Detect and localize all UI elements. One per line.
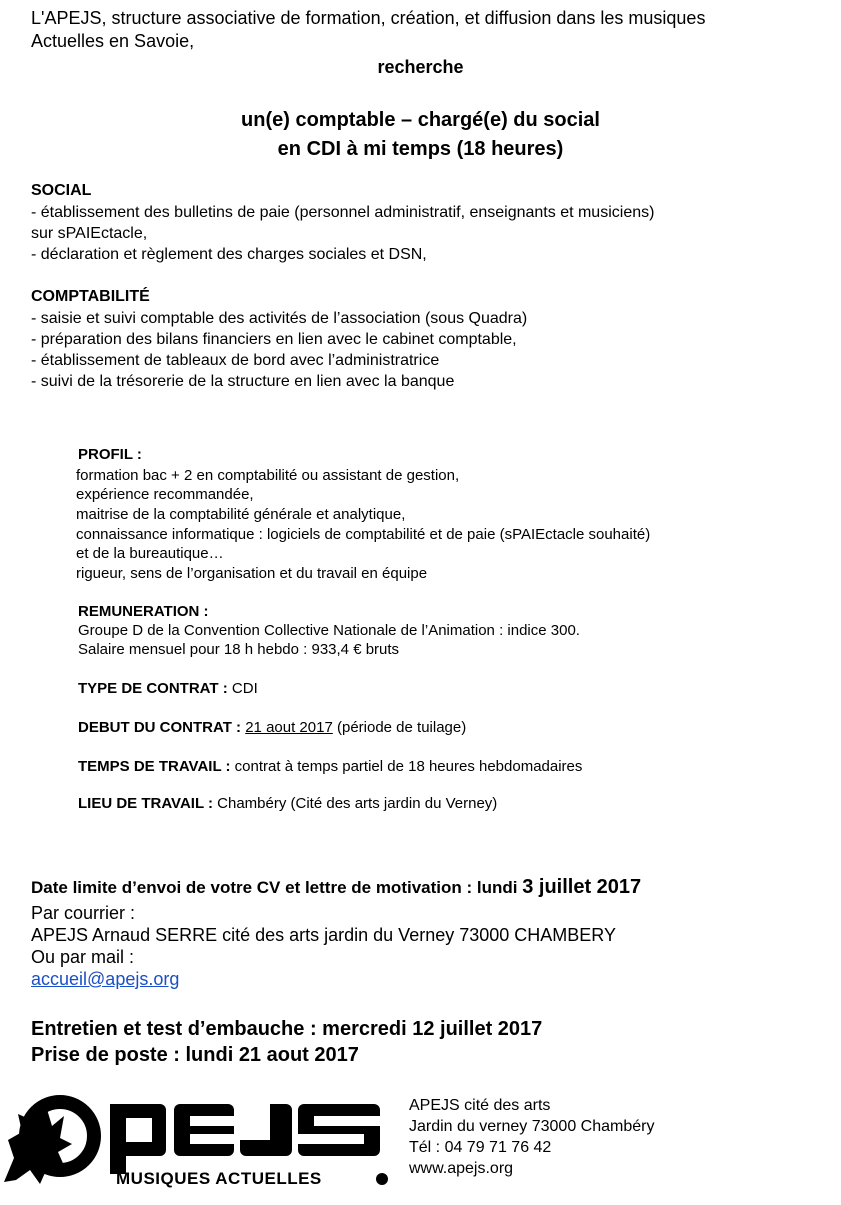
temps-travail-value: contrat à temps partiel de 18 heures hebdomadaires [230, 758, 583, 775]
profil-line: et de la bureautique… [76, 545, 224, 562]
deadline-text: Date limite d’envoi de votre CV et lettre de motivation : lundi [31, 878, 523, 897]
profil-line: maitrise de la comptabilité générale et analytique, [76, 506, 406, 523]
entretien-date: Entretien et test d’embauche : mercredi 12 juillet 2017 [31, 1018, 543, 1040]
profil-line: formation bac + 2 en comptabilité ou assistant de gestion, [76, 467, 460, 484]
social-line: - déclaration et règlement des charges sociales et DSN, [31, 246, 427, 263]
intro-line-2: Actuelles en Savoie, [31, 31, 195, 51]
lieu-travail [78, 794, 497, 813]
courrier-label: Par courrier : [31, 903, 136, 923]
apejs-logo [0, 1092, 400, 1200]
profil-line: expérience recommandée, [76, 486, 254, 503]
type-contrat-label: TYPE DE CONTRAT : [78, 680, 228, 697]
logo-graphic [0, 1092, 400, 1200]
logo-subtitle: MUSIQUES ACTUELLES [116, 1169, 322, 1188]
prise-de-poste-date: Prise de poste : lundi 21 aout 2017 [31, 1044, 359, 1066]
temps-travail-label: TEMPS DE TRAVAIL : [78, 758, 231, 775]
type-contrat [78, 679, 258, 698]
comptabilite-line: - saisie et suivi comptable des activités de l’association (sous Quadra) [31, 310, 528, 327]
comptabilite-line: - suivi de la trésorerie de la structure en lien avec la banque [31, 373, 455, 390]
job-title-line-2: en CDI à mi temps (18 heures) [277, 138, 564, 160]
remuneration-heading: REMUNERATION : [78, 603, 209, 620]
debut-contrat-date: 21 aout 2017 [245, 719, 333, 736]
comptabilite-heading: COMPTABILITÉ [31, 288, 150, 305]
postal-address: APEJS Arnaud SERRE cité des arts jardin du Verney 73000 CHAMBERY [31, 925, 616, 945]
debut-contrat-note: (période de tuilage) [332, 719, 467, 736]
footer-contact-line: Tél : 04 79 71 76 42 [409, 1139, 552, 1156]
debut-contrat [78, 718, 466, 737]
profil-line: rigueur, sens de l’organisation et du travail en équipe [76, 565, 428, 582]
social-line: - établissement des bulletins de paie (personnel administratif, enseignants et musiciens) [31, 204, 655, 221]
footer-contact-line: www.apejs.org [409, 1160, 514, 1177]
deadline-line [31, 876, 641, 899]
profil-heading: PROFIL : [78, 446, 142, 463]
lieu-travail-label: LIEU DE TRAVAIL : [78, 795, 213, 812]
mail-label: Ou par mail : [31, 947, 135, 967]
social-line: sur sPAIEctacle, [31, 225, 148, 242]
remuneration-line: Groupe D de la Convention Collective Nationale de l’Animation : indice 300. [78, 622, 580, 639]
intro-line-1: L'APEJS, structure associative de formation, création, et diffusion dans les musiques [31, 8, 706, 28]
footer-contact-line: Jardin du verney 73000 Chambéry [409, 1118, 655, 1135]
email-link[interactable]: accueil@apejs.org [31, 969, 180, 989]
comptabilite-line: - établissement de tableaux de bord avec l’administratrice [31, 352, 440, 369]
type-contrat-value: CDI [227, 680, 258, 697]
profil-line: connaissance informatique : logiciels de comptabilité et de paie (sPAIEctacle souhaité) [76, 526, 651, 543]
comptabilite-line: - préparation des bilans financiers en lien avec le cabinet comptable, [31, 331, 517, 348]
recherche-heading: recherche [377, 57, 464, 77]
debut-contrat-label: DEBUT DU CONTRAT : [78, 719, 242, 736]
social-heading: SOCIAL [31, 182, 92, 199]
job-title-line-1: un(e) comptable – chargé(e) du social [241, 109, 600, 131]
temps-travail [78, 757, 582, 776]
deadline-date: 3 juillet 2017 [522, 876, 642, 898]
lieu-travail-value: Chambéry (Cité des arts jardin du Verney) [213, 795, 498, 812]
footer-contact-line: APEJS cité des arts [409, 1097, 551, 1114]
remuneration-line: Salaire mensuel pour 18 h hebdo : 933,4 € bruts [78, 641, 400, 658]
